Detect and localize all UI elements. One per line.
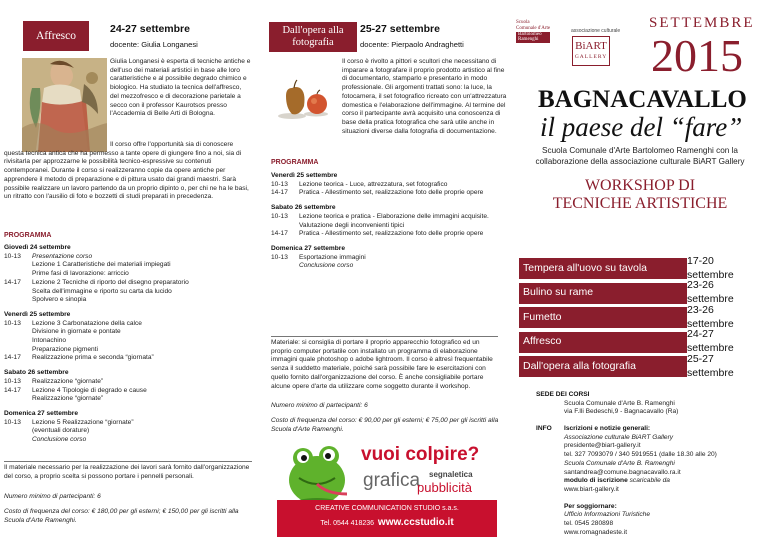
activity: Realizzazione prima e seconda “giornata” bbox=[32, 354, 154, 362]
school-line: Ramenghi bbox=[516, 37, 550, 43]
time bbox=[4, 270, 32, 279]
time bbox=[4, 296, 32, 305]
ad-contact bbox=[277, 516, 497, 529]
intro2-body: Il corso offre l'opportunità sia di conoscere questa tecnica antica che ha permesso a tante opere di giungere fino a noi, sia di rivisitarla per approzzarne le possibilità tecnico-espressive su contenuti contemporanei. Durante il corso si realizzeranno copie da opere antiche per apprendere il metodo di preparazione e di pittura usato dai grandi maestri. Sarà possibile realizzare un lavoro partendo da un proprio dipinto o, per chi ne ha le basi, un ritratto con l'ausilio di foto e bozzetti di studi preparati in precedenza. bbox=[4, 141, 249, 201]
ad-studio: CREATIVE COMMUNICATION STUDIO s.a.s. bbox=[315, 505, 459, 512]
sede-line: Scuola Comunale d'Arte B. Ramenghi bbox=[564, 399, 675, 407]
ad-grafica: grafica bbox=[363, 470, 421, 491]
info-email[interactable]: presidente@biart-gallery.it bbox=[564, 442, 641, 450]
panel-cover bbox=[512, 0, 768, 543]
day-block bbox=[4, 311, 252, 363]
time bbox=[4, 337, 32, 346]
year: 2015 bbox=[651, 30, 743, 81]
spacer bbox=[564, 495, 764, 503]
schedule-row bbox=[271, 230, 496, 239]
info-web[interactable]: www.romagnadeste.it bbox=[564, 528, 628, 536]
info-line: Scuola Comunale d'Arte B. Ramenghi bbox=[564, 459, 675, 467]
activity: Divisione in giornate e pontate bbox=[32, 328, 121, 336]
activity: Presentazione corso bbox=[32, 252, 93, 260]
activity: Scelta dell'immagine e riporto su carta da lucido bbox=[32, 287, 172, 295]
activity: Conclusione corso bbox=[32, 436, 87, 444]
activity: Lezione 1 Caratteristiche dei materiali impiegati bbox=[32, 261, 171, 269]
schedule-row bbox=[271, 189, 496, 198]
course-cost: Costo di frequenza del corso: € 90,00 per gli esterni; € 75,00 per gli iscritti alla Scuola d'Arte Ramenghi. bbox=[271, 417, 499, 433]
day-block bbox=[271, 245, 496, 271]
schedule-row bbox=[271, 262, 496, 271]
activity: Lezione teorica e pratica - Elaborazione delle immagini acquisite. Valutazione degli inconvenienti tipici bbox=[299, 212, 489, 229]
info-label: INFO bbox=[536, 425, 552, 432]
fresco-figure bbox=[22, 58, 107, 152]
programma-heading: PROGRAMMA bbox=[271, 159, 319, 166]
divider bbox=[4, 461, 252, 462]
course-cost: Costo di frequenza del corso: € 180,00 per gli esterni; € 150,00 per gli iscritti alla Scuola d'Arte Ramenghi. bbox=[4, 508, 239, 524]
ad-headline: vuoi colpire? bbox=[361, 444, 480, 465]
activity: Pratica - Allestimento set, realizzazione foto delle proprie opere bbox=[299, 230, 484, 238]
course-date: 25-27 settembre bbox=[687, 352, 734, 379]
info-line: Associazione culturale BiART Gallery bbox=[564, 433, 674, 441]
assoc-label: associazione culturale bbox=[571, 28, 621, 34]
schedule-row bbox=[4, 320, 252, 329]
courses-table bbox=[519, 254, 759, 381]
time: 10-13 bbox=[4, 252, 21, 260]
info-block bbox=[536, 425, 764, 537]
day-title: Domenica 27 settembre bbox=[4, 409, 79, 417]
schedule-row bbox=[4, 427, 252, 436]
time: 14-17 bbox=[4, 386, 21, 394]
course-name: Fumetto bbox=[519, 307, 687, 328]
course-date: 24-27 settembre bbox=[687, 328, 734, 354]
activity: Lezione 2 Tecniche di riporto del disegno preparatorio bbox=[32, 278, 189, 286]
intro-body: Il corso è rivolto a pittori e scultori che necessitano di imparare a fotografare il proprio prodotto artistico al fine di documentarlo, stamparlo e presentarlo in modo professionale. Gli argomenti trattati sono: la luce, la fotocamera, il set fotografico ricreato con un'attrezzatura domestica e l'elaborazione dell'immagine. Al termine del corso il partecipante avrà acquisito una conoscenza di base della pratica fotografica che sarà utile anche in situazioni diverse dalla fotografia di documentazione. bbox=[342, 58, 507, 135]
schedule-row bbox=[4, 261, 252, 270]
time bbox=[4, 261, 32, 270]
activity: Conclusione corso bbox=[299, 262, 354, 270]
time: 14-17 bbox=[4, 354, 21, 362]
ad-segnaletica: segnaletica bbox=[429, 470, 473, 479]
activity: Prime fasi di lavorazione: arriccio bbox=[32, 270, 129, 278]
schedule-row bbox=[4, 253, 252, 262]
biart-logo bbox=[572, 36, 610, 66]
schedule-fotografia bbox=[271, 172, 496, 271]
day-title: Domenica 27 settembre bbox=[271, 244, 346, 252]
course-name: Tempera all'uovo su tavola bbox=[519, 258, 687, 279]
activity: Lezione 3 Carbonatazione della calce bbox=[32, 319, 142, 327]
sede-line: via F.lli Bedeschi,9 - Bagnacavallo (Ra) bbox=[564, 408, 679, 416]
day-block bbox=[271, 172, 496, 198]
schedule-row bbox=[4, 279, 252, 288]
time: 10-13 bbox=[4, 418, 21, 426]
activity: Lezione teorica - Luce, attrezzatura, set fotografico bbox=[299, 180, 448, 188]
day-block bbox=[4, 369, 252, 404]
time bbox=[271, 262, 299, 271]
activity: Spolvero e sinopia bbox=[32, 296, 87, 304]
modulo-label: modulo di iscrizione bbox=[564, 477, 628, 485]
collab-note: Scuola Comunale d'Arte Bartolomeo Ramenghi con la collaborazione della associazione culturale BiART Gallery bbox=[535, 146, 745, 166]
biart-gallery: GALLERY bbox=[574, 53, 608, 60]
time bbox=[4, 346, 32, 355]
ad-footer bbox=[277, 500, 497, 537]
time: 10-13 bbox=[271, 253, 288, 261]
day-title: Giovedì 24 settembre bbox=[4, 244, 71, 251]
title-main: BAGNACAVALLO bbox=[538, 86, 747, 113]
schedule-affresco bbox=[4, 244, 252, 445]
programma-heading: PROGRAMMA bbox=[4, 232, 52, 239]
course-row bbox=[519, 303, 759, 330]
time: 14-17 bbox=[271, 189, 288, 197]
course-dates: 25-27 settembre bbox=[360, 23, 440, 35]
activity: (eventuali dorature) bbox=[32, 427, 90, 435]
ad-pubblicita: pubblicità bbox=[417, 480, 472, 495]
time bbox=[4, 328, 32, 337]
info-line: Ufficio Informazioni Turistiche bbox=[564, 511, 650, 519]
sede-block bbox=[536, 391, 764, 417]
course-name: Bulino su rame bbox=[519, 283, 687, 304]
time: 10-13 bbox=[4, 377, 21, 385]
course-row bbox=[519, 352, 759, 379]
workshop-title bbox=[512, 177, 768, 214]
material-note: Materiale: si consiglia di portare il proprio apparecchio fotografico ed un proprio computer portatile con installato un programma di elaborazione immagini quale photoshop o adobe lightroom. Il corso è altresì frequentabile senza il suddetto materiale, poiché sarà possibile fare le esercitazioni con quello fornito dall'organizzazione del corso. È anche consigliabile portare alcune opere d'arte da utilizzare come soggetto durante il workshop. bbox=[271, 339, 493, 390]
intro-text bbox=[258, 58, 508, 136]
activity: Esportazione immagini bbox=[299, 253, 366, 261]
time: 14-17 bbox=[271, 230, 288, 238]
day-block bbox=[4, 244, 252, 305]
activity: Intonachino bbox=[32, 337, 67, 345]
schedule-row bbox=[4, 346, 252, 355]
schedule-row bbox=[4, 337, 252, 346]
schedule-row bbox=[4, 378, 252, 387]
modulo-line bbox=[564, 477, 764, 486]
ccstudio-ad bbox=[277, 438, 497, 539]
day-title: Venerdì 25 settembre bbox=[271, 172, 338, 179]
school-line: Bartolomeo bbox=[516, 32, 550, 38]
course-date: 23-26 settembre bbox=[687, 303, 734, 330]
title-sub: il paese del “fare” bbox=[540, 112, 743, 142]
min-participants: Numero minimo di partecipanti: 6 bbox=[4, 493, 101, 500]
course-teacher: docente: Giulia Longanesi bbox=[110, 40, 198, 49]
school-line: Comunale d'Arte bbox=[516, 25, 551, 31]
time: 10-13 bbox=[271, 212, 288, 220]
course-name: Dall'opera alla fotografia bbox=[519, 356, 687, 377]
month: SETTEMBRE bbox=[649, 15, 755, 31]
day-title: Sabato 26 settembre bbox=[271, 204, 336, 212]
day-title: Sabato 26 settembre bbox=[4, 369, 69, 377]
intro-text: Giulia Longanesi è esperta di tecniche antiche e dell'uso dei materiali artistici in base alle loro caratteristiche e al possibile degrado chimico e biologico. Ha studiato la tecnica dell'affresco, del mezzofresco e di decorazione parietale a secco con il professor Kaurotsos presso l'Accademia di Belle Arti di Bologna. bbox=[110, 58, 251, 118]
course-row[interactable] bbox=[519, 254, 759, 281]
info-line: tel. 0545 280898 bbox=[564, 520, 614, 528]
ad-web[interactable]: www.ccstudio.it bbox=[377, 517, 454, 529]
info-line: tel. 327 7093079 / 340 5919551 (dalle 18.30 alle 20) bbox=[564, 451, 717, 459]
course-date: 23-26 settembre bbox=[687, 279, 734, 305]
schedule-row bbox=[4, 436, 252, 445]
course-row bbox=[519, 279, 759, 305]
schedule-row bbox=[271, 181, 496, 190]
info-email[interactable]: santandrea@comune.bagnacavallo.ra.it bbox=[564, 468, 681, 476]
info-body bbox=[536, 425, 764, 537]
ad-tel: Tel. 0544 418236 bbox=[320, 520, 375, 528]
time bbox=[4, 436, 32, 445]
day-title: Venerdì 25 settembre bbox=[4, 310, 71, 318]
course-date: 17-20 settembre bbox=[687, 254, 734, 281]
intro-text-2 bbox=[4, 141, 252, 202]
modulo-rest: scaricabile da bbox=[629, 477, 670, 485]
sogg-label: Per soggiornare: bbox=[564, 502, 617, 510]
schedule-row bbox=[271, 213, 496, 230]
course-row bbox=[519, 328, 759, 354]
day-block bbox=[4, 410, 252, 445]
course-tag: Affresco bbox=[23, 21, 89, 51]
sede-label: SEDE DEI CORSI bbox=[536, 391, 590, 398]
schedule-row bbox=[4, 354, 252, 363]
course-tag: Dall'opera alla fotografia bbox=[269, 22, 357, 52]
activity: Realizzazione “giornate” bbox=[32, 395, 104, 403]
time bbox=[4, 288, 32, 297]
activity: Realizzazione “giornate” bbox=[32, 377, 104, 385]
course-teacher: docente: Pierpaolo Andraghetti bbox=[360, 40, 464, 49]
photo-spacer bbox=[258, 58, 342, 128]
time: 10-13 bbox=[4, 319, 21, 327]
school-line: Scuola bbox=[516, 20, 530, 25]
activity: Lezione 5 Realizzazione “giornate” bbox=[32, 418, 134, 426]
schedule-row bbox=[4, 296, 252, 305]
schedule-row bbox=[4, 270, 252, 279]
panel-affresco bbox=[0, 0, 256, 543]
info-web[interactable]: www.biart-gallery.it bbox=[564, 485, 619, 493]
schedule-row bbox=[4, 328, 252, 337]
course-name: Affresco bbox=[519, 332, 687, 353]
time bbox=[4, 427, 32, 436]
min-participants: Numero minimo di partecipanti: 6 bbox=[271, 402, 368, 409]
schedule-row bbox=[4, 387, 252, 396]
time: 10-13 bbox=[271, 180, 288, 188]
workshop-line-1: WORKSHOP DI bbox=[584, 177, 696, 194]
biart-name: BiART bbox=[575, 40, 607, 52]
iscr-label: Iscrizioni e notizie generali: bbox=[564, 425, 651, 432]
time: 14-17 bbox=[4, 278, 21, 286]
material-note: Il materiale necessario per la realizzazione dei lavori sarà fornito dall'organizzazione del corso, a proprio scelta si possono portare i pennelli personali. bbox=[4, 464, 250, 480]
schedule-row bbox=[4, 419, 252, 428]
divider bbox=[271, 336, 498, 337]
schedule-row bbox=[4, 395, 252, 404]
activity: Pratica - Allestimento set, realizzazione foto delle proprie opere bbox=[299, 189, 484, 197]
schedule-row bbox=[4, 288, 252, 297]
activity: Lezione 4 Tipologie di degrado e cause bbox=[32, 386, 147, 394]
activity: Preparazione pigmenti bbox=[32, 345, 98, 353]
panel-fotografia bbox=[256, 0, 512, 543]
course-dates: 24-27 settembre bbox=[110, 23, 190, 35]
school-logo bbox=[516, 20, 550, 43]
schedule-row bbox=[271, 254, 496, 263]
workshop-line-2: TECNICHE ARTISTICHE bbox=[552, 195, 728, 213]
day-block bbox=[271, 204, 496, 239]
time bbox=[4, 395, 32, 404]
